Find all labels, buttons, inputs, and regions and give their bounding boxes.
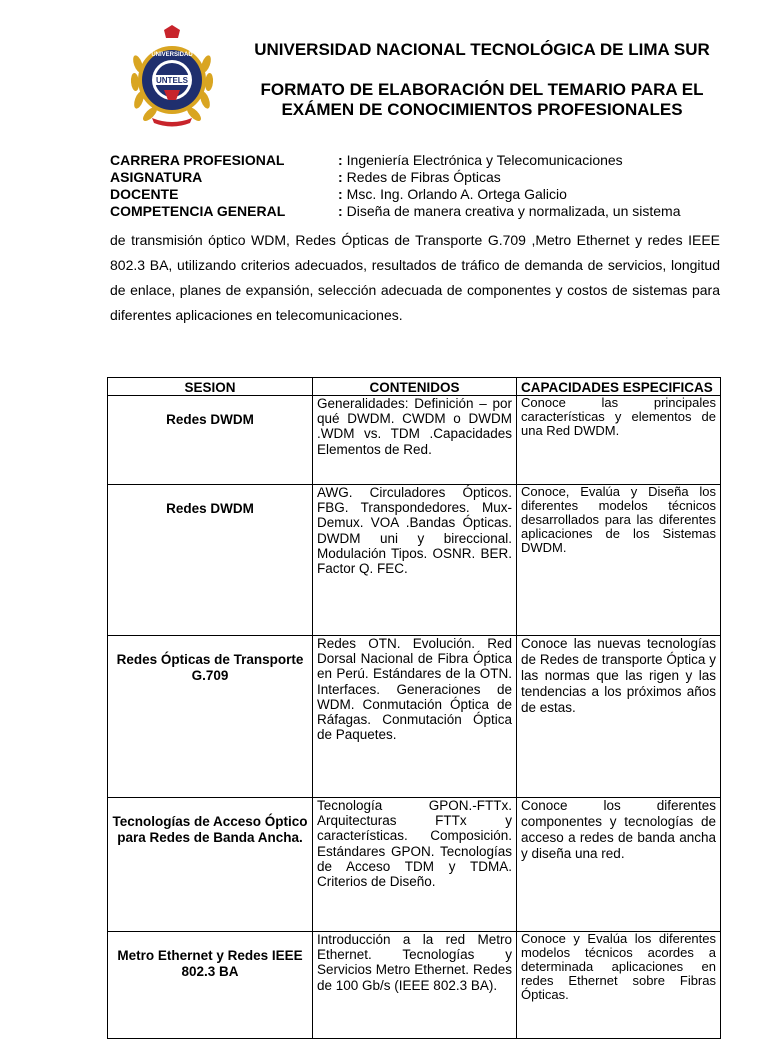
carrera-value: Ingeniería Electrónica y Telecomunicaciones <box>346 152 623 168</box>
table-row <box>108 636 721 798</box>
competencia-value-first: Diseña de manera creativa y normalizada, un sistema <box>346 203 681 219</box>
competencia-label: COMPETENCIA GENERAL <box>110 203 286 219</box>
contenidos-cell: Generalidades: Definición – por qué DWDM. CWDM o DWDM .WDM vs. TDM .Capacidades Elementos de Red. <box>313 396 517 485</box>
header-capacidades: CAPACIDADES ESPECIFICAS <box>517 378 721 396</box>
document-title-line-2: EXÁMEN DE CONOCIMIENTOS PROFESIONALES <box>281 100 683 119</box>
document-title-line-1: FORMATO DE ELABORACIÓN DEL TEMARIO PARA EL <box>260 80 704 99</box>
asignatura-label: ASIGNATURA <box>110 169 203 185</box>
table-row <box>108 485 721 636</box>
contenidos-cell: Redes OTN. Evolución. Red Dorsal Nacional de Fibra Óptica en Perú. Estándares de la OTN. Interfaces. Generaciones de WDM. Conmutación Óptica de Ráfagas. Conmutación Óptica de Paquetes. <box>313 636 517 798</box>
info-row-carrera <box>110 152 720 169</box>
docente-label: DOCENTE <box>110 186 179 202</box>
asignatura-value: Redes de Fibras Ópticas <box>346 169 501 185</box>
document-title <box>222 80 742 120</box>
table-row <box>108 396 721 485</box>
header-contenidos: CONTENIDOS <box>313 378 517 396</box>
colon: : <box>338 186 343 202</box>
seal-top-text: UNIVERSIDAD <box>151 52 193 58</box>
contenidos-cell: Tecnología GPON.-FTTx. Arquitecturas FTTx y características. Composición. Estándares GPON. Tecnologías de Acceso TDM y TDMA. Criterios de Diseño. <box>313 798 517 932</box>
table-row <box>108 932 721 1039</box>
seal-center-text: UNTELS <box>156 76 188 85</box>
info-row-competencia <box>110 203 720 220</box>
sesion-cell: Tecnologías de Acceso Óptico para Redes de Banda Ancha. <box>108 798 313 932</box>
info-row-docente <box>110 186 720 203</box>
colon: : <box>338 203 343 219</box>
sesion-cell: Redes Ópticas de Transporte G.709 <box>108 636 313 798</box>
contenidos-cell: Introducción a la red Metro Ethernet. Tecnologías y Servicios Metro Ethernet. Redes de 100 Gb/s (IEEE 802.3 BA). <box>313 932 517 1039</box>
carrera-label: CARRERA PROFESIONAL <box>110 152 285 168</box>
course-info <box>110 152 720 220</box>
crest-top <box>164 25 180 38</box>
colon: : <box>338 169 343 185</box>
capacidades-cell: Conoce los diferentes componentes y tecnologías de acceso a redes de banda ancha y diseña una red. <box>517 798 721 932</box>
sesion-cell: Redes DWDM <box>108 396 313 485</box>
temario-table <box>107 377 721 1039</box>
header-sesion: SESION <box>108 378 313 396</box>
capacidades-cell: Conoce, Evalúa y Diseña los diferentes modelos técnicos desarrollados para las diferentes aplicaciones de los Sistemas DWDM. <box>517 485 721 636</box>
contenidos-cell: AWG. Circuladores Ópticos. FBG. Transpondedores. Mux-Demux. VOA .Bandas Ópticas. DWDM uni y bireccional. Modulación Tipos. OSNR. BER. Factor Q. FEC. <box>313 485 517 636</box>
info-row-asignatura <box>110 169 720 186</box>
docente-value: Msc. Ing. Orlando A. Ortega Galicio <box>346 186 567 202</box>
colon: : <box>338 152 343 168</box>
university-name: UNIVERSIDAD NACIONAL TECNOLÓGICA DE LIMA SUR <box>254 40 710 59</box>
capacidades-cell: Conoce y Evalúa los diferentes modelos técnicos acordes a determinada aplicaciones en redes Ethernet sobre Fibras Ópticas. <box>517 932 721 1039</box>
capacidades-cell: Conoce las principales características y elementos de una Red DWDM. <box>517 396 721 485</box>
sesion-cell: Metro Ethernet y Redes IEEE 802.3 BA <box>108 932 313 1039</box>
competencia-paragraph: de transmisión óptico WDM, Redes Ópticas de Transporte G.709 ,Metro Ethernet y redes IEEE 802.3 BA, utilizando criterios adecuados, resultados de tráfico de demanda de servicios, longitud de enlace, planes de expansión, selección adecuada de componentes y costos de sistemas para diferentes aplicaciones en telecomunicaciones. <box>110 232 720 323</box>
sesion-cell: Redes DWDM <box>108 485 313 636</box>
capacidades-cell: Conoce las nuevas tecnologías de Redes de transporte Óptica y las normas que las rigen y las tendencias a los próximos años de estas. <box>517 636 721 798</box>
table-row <box>108 798 721 932</box>
table-header-row <box>108 378 721 396</box>
university-seal-logo <box>128 24 216 128</box>
